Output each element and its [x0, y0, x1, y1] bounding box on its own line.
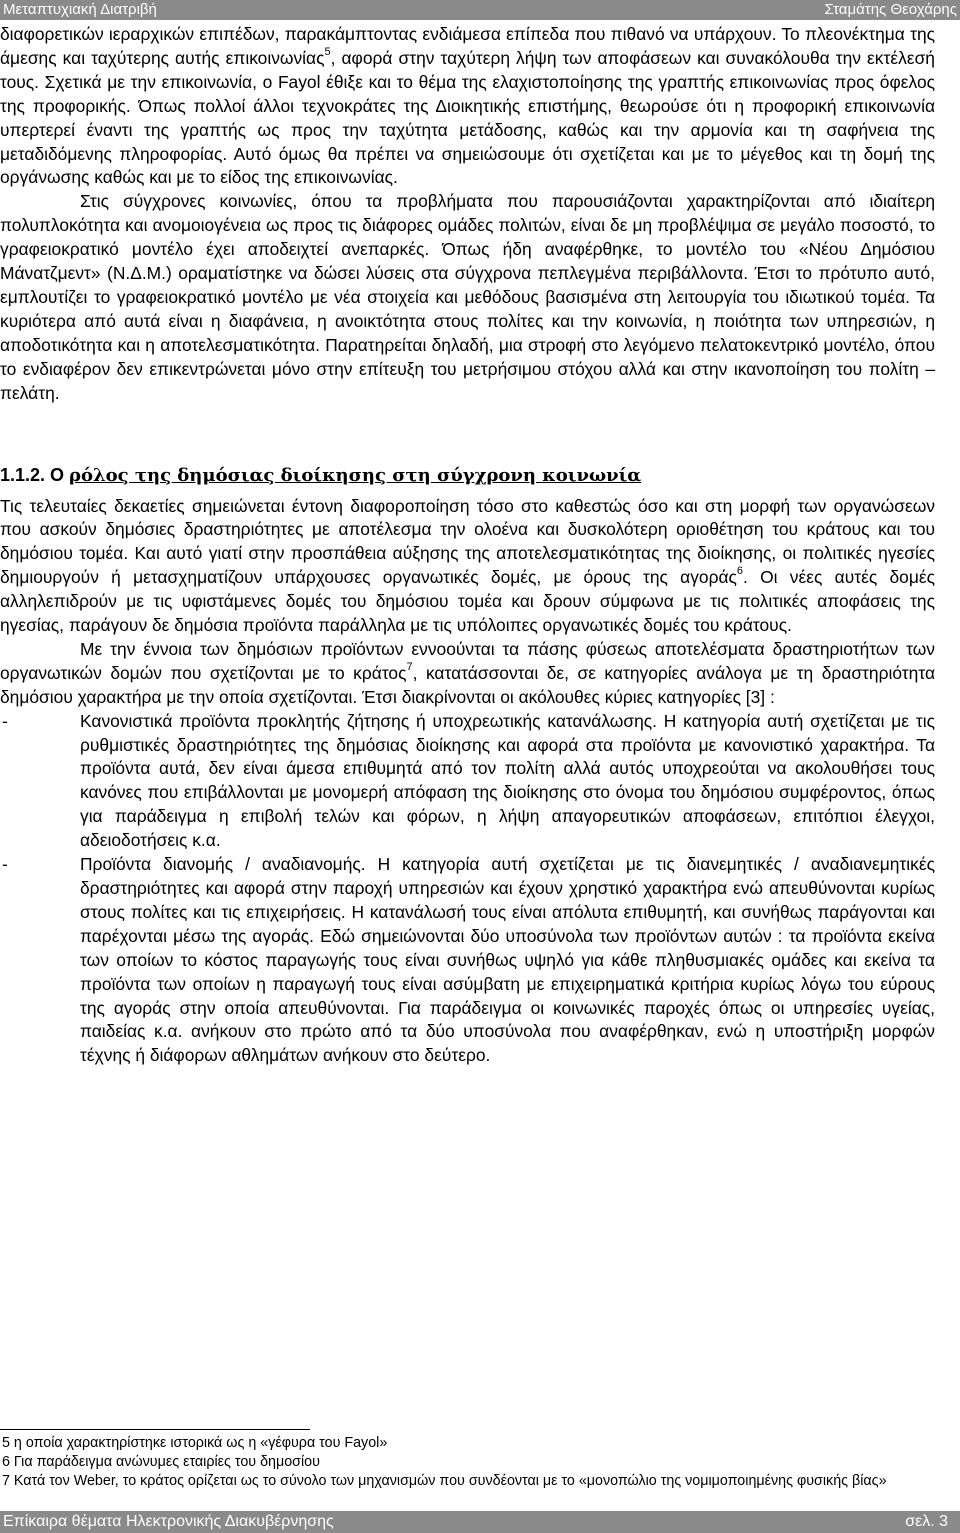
footnote-ref-6: 6: [736, 565, 744, 578]
page-footer: [0, 1511, 960, 1533]
footnote-separator: [0, 1429, 310, 1430]
footnote-ref-5: 5: [324, 45, 331, 58]
paragraph-4: Με την έννοια των δημόσιων προϊόντων εννοούνται τα πάσης φύσεως αποτελέσματα δραστηριοτήτων των οργανωτικών δομών που σχετίζονται με το κράτος$^7$, κατατάσσονται δε, σε κατηγορίες ανάλογα με τη δραστηριότητα δημόσιου χαρακτήρα με την οποία σχετίζονται. Έτσι διακρίνονται οι ακόλουθες κύριες κατηγορίες [3] :: [0, 638, 935, 707]
header-author-name: Σταμάτης Θεοχάρης: [824, 1, 957, 18]
section-title: ρόλος της δημόσιας διοίκησης στη σύγχρονη κοινωνία: [69, 464, 642, 486]
list-item-text: Κανονιστικά προϊόντα προκλητής ζήτησης ή υποχρεωτικής κατανάλωσης. Η κατηγορία αυτή σχετίζεται με τις ρυθμιστικές δραστηριότητες της δημόσιας διοίκησης και αφορά στα προϊόντα με κανονιστικό χαρακτήρα. Τα προϊόντα αυτά, δεν είναι άμεσα επιθυμητά από τον πολίτη αλλά αυτός υποχρεούται να ακολουθήσει τους κανόνες που επιβάλλονται με μονομερή απόφαση της διοίκησης στο όνομα του δημόσιου συμφέροντος, όπως για παράδειγμα η επιβολή τελών και φόρων, η λήψη απαγορευτικών αποφάσεων, επιτόπιοι έλεγχοι, αδειοδοτήσεις κ.α.: [80, 710, 935, 851]
footer-course-title: Επίκαιρα θέματα Ηλεκτρονικής Διακυβέρνησης: [3, 1513, 334, 1530]
list-item-text: Προϊόντα διανομής / αναδιανομής. Η κατηγορία αυτή σχετίζεται με τις διανεμητικές / αναδιανεμητικές δραστηριότητες και αφορά στην παροχή υπηρεσιών και έχουν χρηστικό χαρακτήρα ενώ απευθύνονται κυρίως στους πολίτες και τις επιχειρήσεις. Η κατανάλωσή τους είναι απόλυτα επιθυμητή, και συνήθως παράγονται και παρέχονται μέσω της αγοράς. Εδώ σημειώνονται δύο υποσύνολα των προϊόντων αυτών : τα προϊόντα εκείνα των οποίων το κόστος παραγωγής τους είναι συνήθως υψηλό για κάθε πληθυσμιακές ομάδες και εκείνα τα προϊόντα των οποίων η παραγωγή τους είναι ασύμβατη με επιχειρηματικά κριτήρια κυρίως λόγω του εύρους της αγοράς στην οποία απευθύνονται. Για παράδειγμα οι κοινωνικές παροχές όπως οι υπηρεσίες υγείας, παιδείας κ.α. ανήκουν στο πρώτο από τα δύο υποσύνολα που αναφέρθηκαν, ενώ η υποστήριξη μορφών τέχνης ή διάφορων αθλημάτων ανήκουν στο δεύτερο.: [80, 854, 935, 1066]
footnote-ref-7: 7: [406, 660, 413, 673]
paragraph-2: Στις σύγχρονες κοινωνίες, όπου τα προβλήματα που παρουσιάζονται χαρακτηρίζονται από ιδιαίτερη πολυπλοκότητα και ανομοιογένεια ως προς τις διάφορες ομάδες πολιτών, είναι δε μη προβλέψιμα σε μεγάλο ποσοστό, το γραφειοκρατικό μοντέλο έχει αποδειχτεί ανεπαρκές. Όπως ήδη αναφέρθηκε, το μοντέλο του «Νέου Δημόσιου Μάνατζμεντ» (Ν.Δ.Μ.) οραματίστηκε να δώσει λύσεις στα σύγχρονα πεπλεγμένα περιβάλλοντα. Έτσι το πρότυπο αυτό, εμπλουτίζει το γραφειοκρατικό μοντέλο με νέα στοιχεία και μεθόδους βασισμένα στη λειτουργία του ιδιωτικού τομέα. Τα κυριότερα από αυτά είναι η διαφάνεια, η ανοικτότητα στους πολίτες και την κοινωνία, η ποιότητα των υπηρεσιών, η αποδοτικότητα και η αποτελεσματικότητα. Παρατηρείται δηλαδή, μια στροφή στο λεγόμενο πελατοκεντρικό μοντέλο, όπου το ενδιαφέρον δεν επικεντρώνεται μόνο στην επίτευξη του μετρήσιμου στόχου αλλά και στην ικανοποίηση του πολίτη – πελάτη.: [0, 191, 935, 403]
list-item: [0, 710, 935, 853]
footnote-7: 7 Κατά τον Weber, το κράτος ορίζεται ως το σύνολο των μηχανισμών που συνδέονται με το «μονοπώλιο της νομιμοποιημένης φυσικής βίας»: [2, 1472, 887, 1489]
footnotes: [2, 1434, 937, 1490]
document-body: [0, 23, 935, 1068]
footnote-6: 6 Για παράδειγμα ανώνυμες εταιρίες του δημοσίου: [2, 1453, 320, 1470]
paragraph-3: Τις τελευταίες δεκαετίες σημειώνεται έντονη διαφοροποίηση τόσο στο καθεστώς όσο και στη μορφή των οργανώσεων που ασκούν δημόσιες δραστηριότητες με αποτέλεσμα την ολοένα και δυσκολότερη οριοθέτηση του κράτους και του δημόσιου τομέα. Και αυτό γιατί στην προσπάθεια αύξησης της αποτελεσματικότητας της διοίκησης, οι πολιτικές ηγεσίες δημιουργούν ή μετασχηματίζουν υπάρχουσες οργανωτικές δομές, με όρους της αγοράς$^6$. Οι νέες αυτές δομές αλληλεπιδρούν με τις υφιστάμενες δομές του δημόσιου τομέα και δρουν σύμφωνα με τις πολιτικές αποφάσεις της ηγεσίας, παράγουν δε δημόσια προϊόντα παράλληλα με τις υπόλοιπες οργανωτικές δομές του κράτους.: [0, 495, 935, 636]
section-number: 1.1.2. Ο: [0, 464, 70, 485]
page-header: [0, 0, 960, 20]
list-item: [0, 853, 935, 1068]
page-number: σελ. 3: [905, 1513, 948, 1530]
paragraph-1: διαφορετικών ιεραρχικών επιπέδων, παρακάμπτοντας ενδιάμεσα επίπεδα που πιθανό να υπάρχουν. Το πλεονέκτημα της άμεσης και ταχύτερης αυτής επικοινωνίας$^5$, αφορά στην ταχύτερη λήψη των αποφάσεων και συνακόλουθα την εκτέλεσή τους. Σχετικά με την επικοινωνία, ο Fayol έθιξε και το θέμα της ελαχιστοποίησης της γραπτής επικοινωνίας προς όφελος της προφορικής. Όπως πολλοί άλλοι τεχνοκράτες της Διοικητικής επιστήμης, θεωρούσε ότι η προφορική επικοινωνία υπερτερεί έναντι της γραπτής ως προς την ταχύτητα μετάδοσης, καθώς και την αρμονία και τη σαφήνεια της μεταδιδόμενης πληροφορίας. Αυτό όμως θα πρέπει να σημειώσουμε ότι σχετίζεται και με το μέγεθος και τη δομή της οργάνωσης καθώς και με το είδος της επικοινωνίας.: [0, 24, 935, 188]
list-bullet: -: [2, 854, 8, 875]
footnote-5: 5 η οποία χαρακτηρίστηκε ιστορικά ως η «γέφυρα του Fayol»: [2, 1435, 388, 1451]
header-thesis-label: Μεταπτυχιακή Διατριβή: [3, 1, 157, 18]
section-heading: [0, 462, 935, 489]
list-bullet: -: [2, 710, 8, 731]
